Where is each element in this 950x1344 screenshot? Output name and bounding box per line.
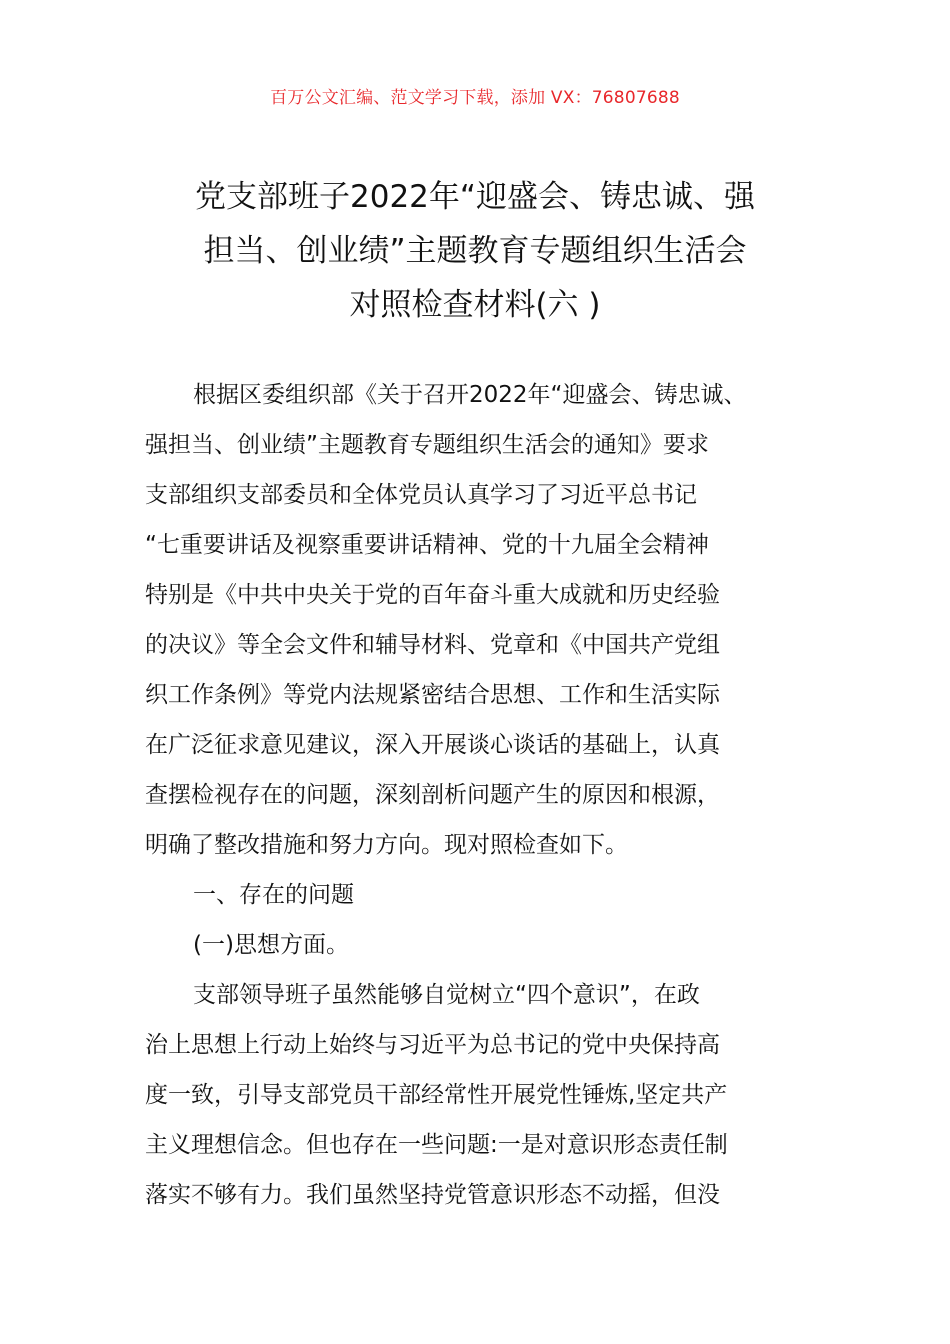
document-title xyxy=(0,170,950,332)
paragraph-intro-line: 强担当、创业绩”主题教育专题组织生活会的通知》要求 xyxy=(145,432,709,458)
paragraph-intro-line: 明确了整改措施和努力方向。现对照检查如下。 xyxy=(145,832,628,858)
paragraph-thought-line: 落实不够有力。我们虽然坚持党管意识形态不动摇，但没 xyxy=(145,1182,720,1208)
subsection-heading: (一)思想方面。 xyxy=(193,932,349,958)
paragraph-thought-line: 度一致，引导支部党员干部经常性开展党性锤炼,坚定共产 xyxy=(145,1082,728,1108)
paragraph-intro-line: 根据区委组织部《关于召开2022年“迎盛会、铸忠诚、 xyxy=(193,382,747,408)
paragraph-intro-line: 织工作条例》等党内法规紧密结合思想、工作和生活实际 xyxy=(145,682,720,708)
watermark-banner: 百万公文汇编、范文学习下载，添加 VX：76807688 xyxy=(270,88,680,108)
paragraph-intro-line: 查摆检视存在的问题，深刻剖析问题产生的原因和根源， xyxy=(145,782,720,808)
title-line: 党支部班子2022年“迎盛会、铸忠诚、强 xyxy=(195,179,755,215)
title-line: 对照检查材料(六 ) xyxy=(349,287,601,323)
paragraph-intro-line: 的决议》等全会文件和辅导材料、党章和《中国共产党组 xyxy=(145,632,720,658)
paragraph-intro-line: 特别是《中共中央关于党的百年奋斗重大成就和历史经验 xyxy=(145,582,720,608)
title-line: 担当、创业绩”主题教育专题组织生活会 xyxy=(203,233,747,269)
document-body xyxy=(145,370,815,1220)
paragraph-thought-line: 支部领导班子虽然能够自觉树立“四个意识”，在政 xyxy=(193,982,700,1008)
paragraph-intro-line: “七重要讲话及视察重要讲话精神、党的十九届全会精神 xyxy=(145,532,709,558)
section-heading: 一、存在的问题 xyxy=(193,882,354,908)
paragraph-thought-line: 主义理想信念。但也存在一些问题:一是对意识形态责任制 xyxy=(145,1132,728,1158)
paragraph-intro-line: 在广泛征求意见建议，深入开展谈心谈话的基础上，认真 xyxy=(145,732,720,758)
paragraph-intro-line: 支部组织支部委员和全体党员认真学习了习近平总书记 xyxy=(145,482,697,508)
paragraph-thought-line: 治上思想上行动上始终与习近平为总书记的党中央保持高 xyxy=(145,1032,720,1058)
